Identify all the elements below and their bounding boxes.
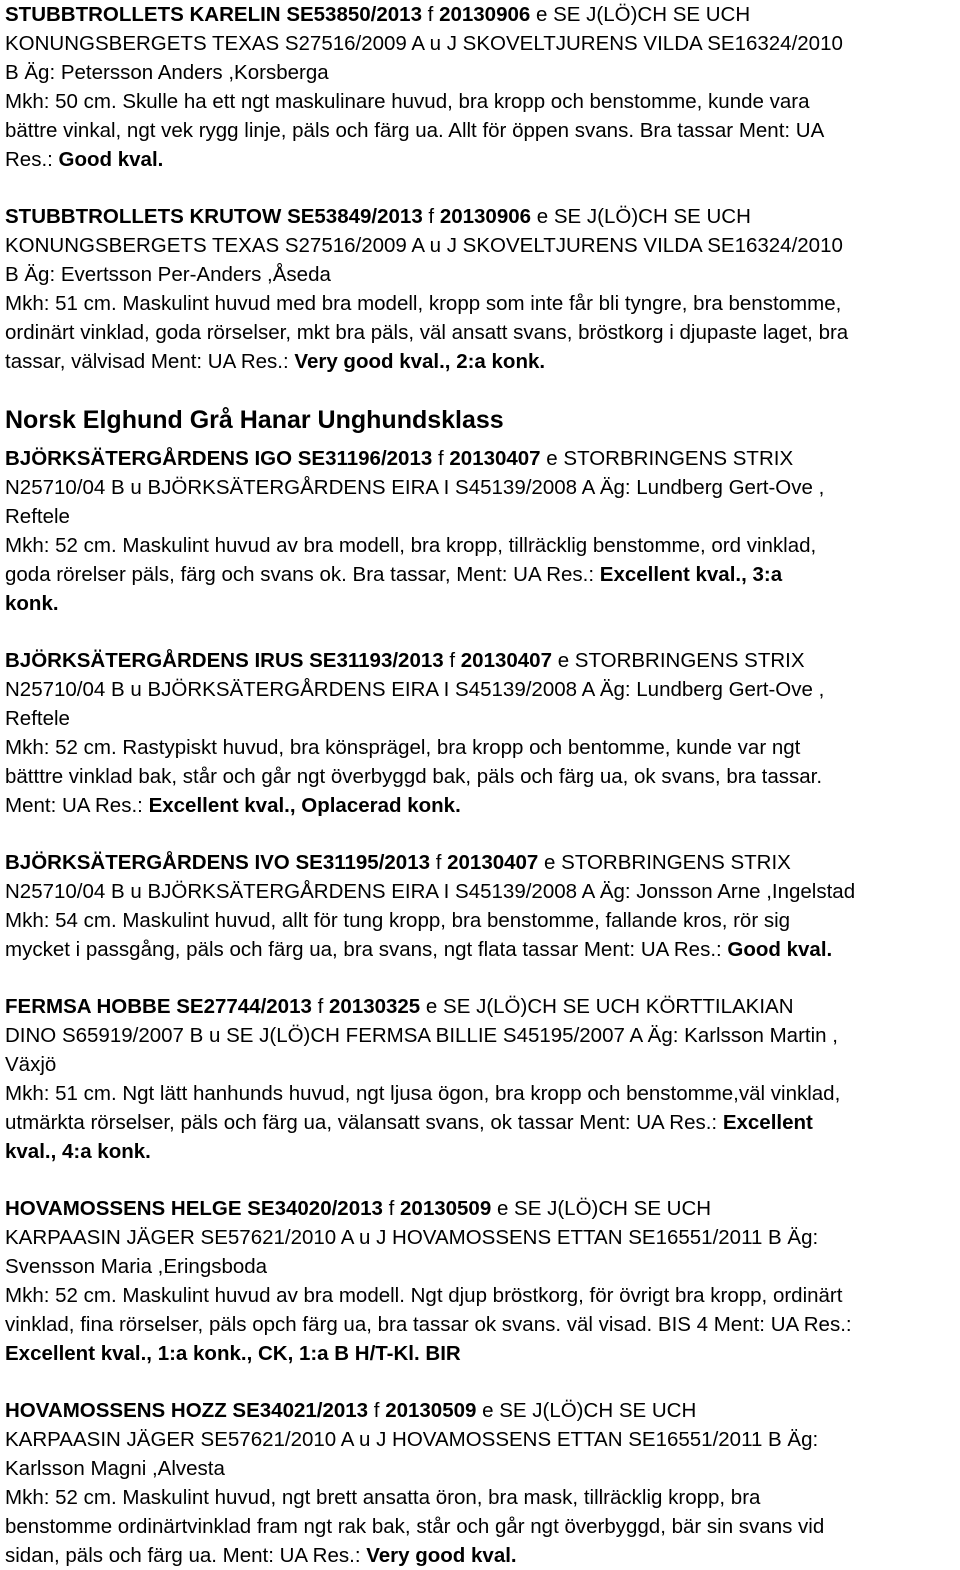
dog-name: BJÖRKSÄTERGÅRDENS IGO bbox=[5, 447, 293, 470]
entry-pedigree-line: N25710/04 B u BJÖRKSÄTERGÅRDENS EIRA I S45139/2008 A Äg: Lundberg Gert-Ove , bbox=[5, 476, 825, 499]
entry-pedigree-line: KARPAASIN JÄGER SE57621/2010 A u J HOVAMOSSENS ETTAN SE16551/2011 B Äg: bbox=[5, 1428, 819, 1451]
entry-owner-line: Reftele bbox=[5, 505, 70, 528]
entry-pedigree-line: KONUNGSBERGETS TEXAS S27516/2009 A u J SKOVELTJURENS VILDA SE16324/2010 bbox=[5, 234, 843, 257]
result-grade: Excellent kval., 3:a bbox=[599, 563, 783, 586]
entry-header-line: BJÖRKSÄTERGÅRDENS IRUS SE31193/2013 f 20130407 e STORBRINGENS STRIX bbox=[5, 649, 805, 672]
entry-critique-line: Mkh: 50 cm. Skulle ha ett ngt maskulinare huvud, bra kropp och benstomme, kunde vara bbox=[5, 90, 810, 113]
reg-number: SE53849/2013 bbox=[287, 205, 423, 228]
birth-date: 20130509 bbox=[385, 1399, 477, 1422]
result-grade: Excellent kval., 1:a konk., CK, 1:a B H/T-Kl. BIR bbox=[5, 1342, 461, 1365]
entry-krutow bbox=[5, 202, 955, 376]
entry-header-line: STUBBTROLLETS KARELIN SE53850/2013 f 20130906 e SE J(LÖ)CH SE UCH bbox=[5, 3, 751, 26]
entry-owner-line: Karlsson Magni ,Alvesta bbox=[5, 1457, 225, 1480]
reg-number: SE34021/2013 bbox=[232, 1399, 369, 1422]
entry-pedigree-line: KARPAASIN JÄGER SE57621/2010 A u J HOVAMOSSENS ETTAN SE16551/2011 B Äg: bbox=[5, 1226, 819, 1249]
entry-owner-line: Växjö bbox=[5, 1053, 57, 1076]
entry-critique-line: bätttre vinklad bak, står och går ngt överbyggd bak, päls och färg ua, ok svans, bra tassar. bbox=[5, 765, 823, 788]
result-grade: Good kval. bbox=[727, 938, 833, 961]
entry-result-line: Ment: UA Res.: Excellent kval., Oplacerad konk. bbox=[5, 794, 461, 817]
entry-header-line: HOVAMOSSENS HELGE SE34020/2013 f 20130509 e SE J(LÖ)CH SE UCH bbox=[5, 1197, 712, 1220]
entry-hozz bbox=[5, 1396, 955, 1570]
entry-pedigree-line: N25710/04 B u BJÖRKSÄTERGÅRDENS EIRA I S45139/2008 A Äg: Jonsson Arne ,Ingelstad bbox=[5, 880, 856, 903]
entry-critique-line: Mkh: 52 cm. Maskulint huvud, ngt brett ansatta öron, bra mask, tillräcklig kropp, bra bbox=[5, 1486, 761, 1509]
entry-critique-line: Mkh: 54 cm. Maskulint huvud, allt för tung kropp, bra benstomme, fallande kros, rör sig bbox=[5, 909, 791, 932]
dog-name: BJÖRKSÄTERGÅRDENS IVO bbox=[5, 851, 290, 874]
entry-pedigree-line: KONUNGSBERGETS TEXAS S27516/2009 A u J SKOVELTJURENS VILDA SE16324/2010 bbox=[5, 32, 843, 55]
dog-name: HOVAMOSSENS HELGE bbox=[5, 1197, 242, 1220]
entry-critique-line: Mkh: 51 cm. Ngt lätt hanhunds huvud, ngt ljusa ögon, bra kropp och benstomme,väl vinklad, bbox=[5, 1082, 841, 1105]
entry-result-line: mycket i passgång, päls och färg ua, bra svans, ngt flata tassar Ment: UA Res.: Good kval. bbox=[5, 938, 833, 961]
entry-result-line: tassar, välvisad Ment: UA Res.: Very good kval., 2:a konk. bbox=[5, 350, 546, 373]
entry-pedigree-line: DINO S65919/2007 B u SE J(LÖ)CH FERMSA BILLIE S45195/2007 A Äg: Karlsson Martin , bbox=[5, 1024, 838, 1047]
birth-date: 20130407 bbox=[449, 447, 541, 470]
entry-critique-line: Mkh: 52 cm. Maskulint huvud av bra modell, bra kropp, tillräcklig benstomme, ord vinklad, bbox=[5, 534, 817, 557]
entry-critique-line: bättre vinkal, ngt vek rygg linje, päls och färg ua. Allt för öppen svans. Bra tassar Ment: UA bbox=[5, 119, 825, 142]
birth-date: 20130407 bbox=[460, 649, 552, 672]
entry-karelin bbox=[5, 0, 955, 174]
entry-result-line bbox=[5, 1339, 955, 1368]
entry-result-line: kval., 4:a konk. bbox=[5, 1140, 151, 1163]
entry-result-line: Res.: Good kval. bbox=[5, 148, 164, 171]
entry-igo bbox=[5, 444, 955, 618]
entry-critique-line: vinklad, fina rörselser, päls opch färg ua, bra tassar ok svans. väl visad. BIS 4 Ment: UA Res.: bbox=[5, 1313, 852, 1336]
entry-critique-line: Mkh: 52 cm. Rastypiskt huvud, bra könsprägel, bra kropp och bentomme, kunde var ngt bbox=[5, 736, 801, 759]
entry-critique-line: Mkh: 52 cm. Maskulint huvud av bra modell. Ngt djup bröstkorg, för övrigt bra kropp, ordinärt bbox=[5, 1284, 843, 1307]
result-grade: Good kval. bbox=[58, 148, 164, 171]
entry-header-line: BJÖRKSÄTERGÅRDENS IVO SE31195/2013 f 20130407 e STORBRINGENS STRIX bbox=[5, 851, 791, 874]
entry-owner-line: B Äg: Petersson Anders ,Korsberga bbox=[5, 61, 329, 84]
reg-number: SE31195/2013 bbox=[295, 851, 430, 874]
entry-owner-line: Reftele bbox=[5, 707, 70, 730]
entry-critique-line: utmärkta rörselser, päls och färg ua, välansatt svans, ok tassar Ment: UA Res.: Excellent bbox=[5, 1111, 813, 1134]
result-grade: Very good kval. bbox=[366, 1544, 517, 1567]
entry-pedigree-line: N25710/04 B u BJÖRKSÄTERGÅRDENS EIRA I S45139/2008 A Äg: Lundberg Gert-Ove , bbox=[5, 678, 825, 701]
birth-date: 20130407 bbox=[447, 851, 539, 874]
reg-number: SE31196/2013 bbox=[297, 447, 433, 470]
entry-ivo bbox=[5, 848, 955, 964]
entry-critique-line: ordinärt vinklad, goda rörselser, mkt bra päls, väl ansatt svans, bröstkorg i djupaste laget, bra bbox=[5, 321, 849, 344]
section-title: Norsk Elghund Grå Hanar Unghundsklass bbox=[5, 406, 504, 434]
result-grade: Very good kval., 2:a konk. bbox=[294, 350, 546, 373]
birth-date: 20130509 bbox=[400, 1197, 492, 1220]
entry-result-line: konk. bbox=[5, 592, 59, 615]
dog-name: STUBBTROLLETS KRUTOW bbox=[5, 205, 282, 228]
entry-owner-line: Svensson Maria ,Eringsboda bbox=[5, 1255, 268, 1278]
reg-number: SE34020/2013 bbox=[247, 1197, 383, 1220]
entry-critique-line: Mkh: 51 cm. Maskulint huvud med bra modell, kropp som inte får bli tyngre, bra benstomme, bbox=[5, 292, 842, 315]
entry-owner-line: B Äg: Evertsson Per-Anders ,Åseda bbox=[5, 263, 331, 286]
entry-helge bbox=[5, 1194, 955, 1368]
dog-name: FERMSA HOBBE bbox=[5, 995, 171, 1018]
entry-critique-line: goda rörelser päls, färg och svans ok. Bra tassar, Ment: UA Res.: Excellent kval., 3:a bbox=[5, 563, 783, 586]
reg-number: SE31193/2013 bbox=[309, 649, 444, 672]
entry-header-line: BJÖRKSÄTERGÅRDENS IGO SE31196/2013 f 20130407 e STORBRINGENS STRIX bbox=[5, 447, 794, 470]
entry-header-line: FERMSA HOBBE SE27744/2013 f 20130325 e SE J(LÖ)CH SE UCH KÖRTTILAKIAN bbox=[5, 995, 794, 1018]
entry-hobbe bbox=[5, 992, 955, 1166]
dog-name: STUBBTROLLETS KARELIN bbox=[5, 3, 281, 26]
dog-name: BJÖRKSÄTERGÅRDENS IRUS bbox=[5, 649, 304, 672]
reg-number: SE53850/2013 bbox=[286, 3, 422, 26]
entry-result-line: sidan, päls och färg ua. Ment: UA Res.: Very good kval. bbox=[5, 1544, 517, 1567]
entry-header-line: HOVAMOSSENS HOZZ SE34021/2013 f 20130509 e SE J(LÖ)CH SE UCH bbox=[5, 1399, 697, 1422]
reg-number: SE27744/2013 bbox=[176, 995, 312, 1018]
birth-date: 20130325 bbox=[329, 995, 421, 1018]
result-grade: Excellent bbox=[722, 1111, 813, 1134]
entry-irus bbox=[5, 646, 955, 820]
dog-name: HOVAMOSSENS HOZZ bbox=[5, 1399, 227, 1422]
entry-header-line: STUBBTROLLETS KRUTOW SE53849/2013 f 20130906 e SE J(LÖ)CH SE UCH bbox=[5, 205, 751, 228]
birth-date: 20130906 bbox=[439, 205, 532, 228]
birth-date: 20130906 bbox=[439, 3, 531, 26]
result-grade: Excellent kval., Oplacerad konk. bbox=[148, 794, 461, 817]
entry-critique-line: benstomme ordinärtvinklad fram ngt rak bak, står och går ngt överbyggd, bär sin svans vid bbox=[5, 1515, 825, 1538]
